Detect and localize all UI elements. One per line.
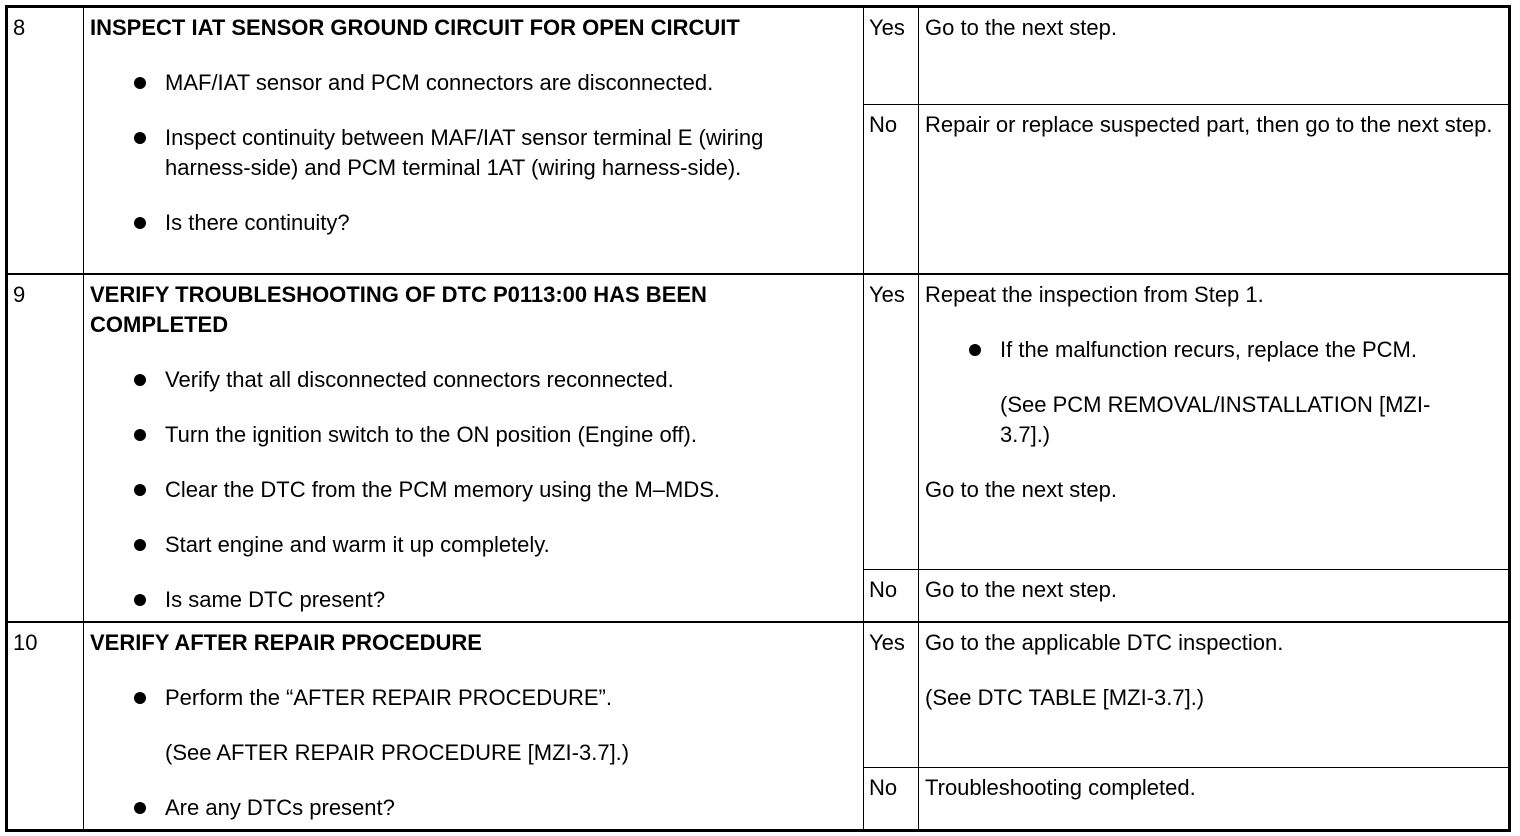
table-row-step-10 xyxy=(8,623,1508,829)
yes-label: Yes xyxy=(864,275,919,569)
reference-text: (See AFTER REPAIR PROCEDURE [MZI-3.7].) xyxy=(165,740,630,765)
list-item: Perform the “AFTER REPAIR PROCEDURE”. xyxy=(165,683,857,713)
no-label: No xyxy=(864,768,919,829)
list-item: Is there continuity? xyxy=(165,208,857,238)
step-number: 10 xyxy=(8,623,84,829)
result-cell xyxy=(864,275,1508,621)
list-item: Verify that all disconnected connectors reconnected. xyxy=(165,365,857,395)
step-number: 8 xyxy=(8,8,84,273)
bullet-icon xyxy=(134,594,146,606)
list-item: If the malfunction recurs, replace the PCM. xyxy=(1000,335,1502,365)
no-action: Repair or replace suspected part, then go to the next step. xyxy=(925,112,1493,137)
step-number: 9 xyxy=(8,275,84,621)
step-title: INSPECT IAT SENSOR GROUND CIRCUIT FOR OPEN CIRCUIT xyxy=(90,15,740,40)
yes-row xyxy=(864,275,1508,569)
inspection-cell xyxy=(84,275,864,621)
bullet-icon xyxy=(134,429,146,441)
list-item: Is same DTC present? xyxy=(165,585,857,615)
list-item: MAF/IAT sensor and PCM connectors are disconnected. xyxy=(165,68,857,98)
bullet-icon xyxy=(134,217,146,229)
result-cell xyxy=(864,8,1508,273)
no-row xyxy=(864,104,1508,273)
step-title: VERIFY TROUBLESHOOTING OF DTC P0113:00 HAS BEEN COMPLETED xyxy=(90,282,707,337)
bullet-icon xyxy=(134,132,146,144)
bullet-icon xyxy=(969,344,981,356)
bullet-icon xyxy=(134,802,146,814)
yes-action: Go to the applicable DTC inspection. (See DTC TABLE [MZI-3.7].) xyxy=(925,630,1284,710)
no-row xyxy=(864,569,1508,621)
no-action: Troubleshooting completed. xyxy=(925,775,1196,800)
list-item: Inspect continuity between MAF/IAT sensor terminal E (wiring harness-side) and PCM terminal 1AT (wiring harness-side). xyxy=(165,123,805,183)
no-label: No xyxy=(864,570,919,621)
table-row-step-9 xyxy=(8,275,1508,623)
no-action: Go to the next step. xyxy=(925,577,1118,602)
yes-label: Yes xyxy=(864,623,919,767)
yes-action: Go to the next step. xyxy=(925,15,1118,40)
step-title: VERIFY AFTER REPAIR PROCEDURE xyxy=(90,630,482,655)
table-row-step-8 xyxy=(8,8,1508,275)
result-cell xyxy=(864,623,1508,829)
list-item: Start engine and warm it up completely. xyxy=(165,530,857,560)
list-item: Clear the DTC from the PCM memory using the M–MDS. xyxy=(165,475,857,505)
yes-action: Repeat the inspection from Step 1. If the malfunction recurs, replace the PCM. (See PCM REMOVAL/INSTALLATION [MZI-3.7].) Go to the next step. xyxy=(919,275,1508,569)
yes-row xyxy=(864,623,1508,767)
yes-label: Yes xyxy=(864,8,919,104)
yes-row xyxy=(864,8,1508,104)
reference-text: (See PCM REMOVAL/INSTALLATION [MZI-3.7].) xyxy=(1000,392,1431,447)
inspection-cell xyxy=(84,8,864,273)
bullet-icon xyxy=(134,484,146,496)
list-item: Are any DTCs present? xyxy=(165,793,857,823)
list-item: Turn the ignition switch to the ON position (Engine off). xyxy=(165,420,857,450)
bullet-icon xyxy=(134,77,146,89)
bullet-icon xyxy=(134,692,146,704)
troubleshooting-table xyxy=(5,5,1511,832)
bullet-icon xyxy=(134,374,146,386)
bullet-icon xyxy=(134,539,146,551)
inspection-cell xyxy=(84,623,864,829)
no-row xyxy=(864,767,1508,829)
no-label: No xyxy=(864,105,919,273)
